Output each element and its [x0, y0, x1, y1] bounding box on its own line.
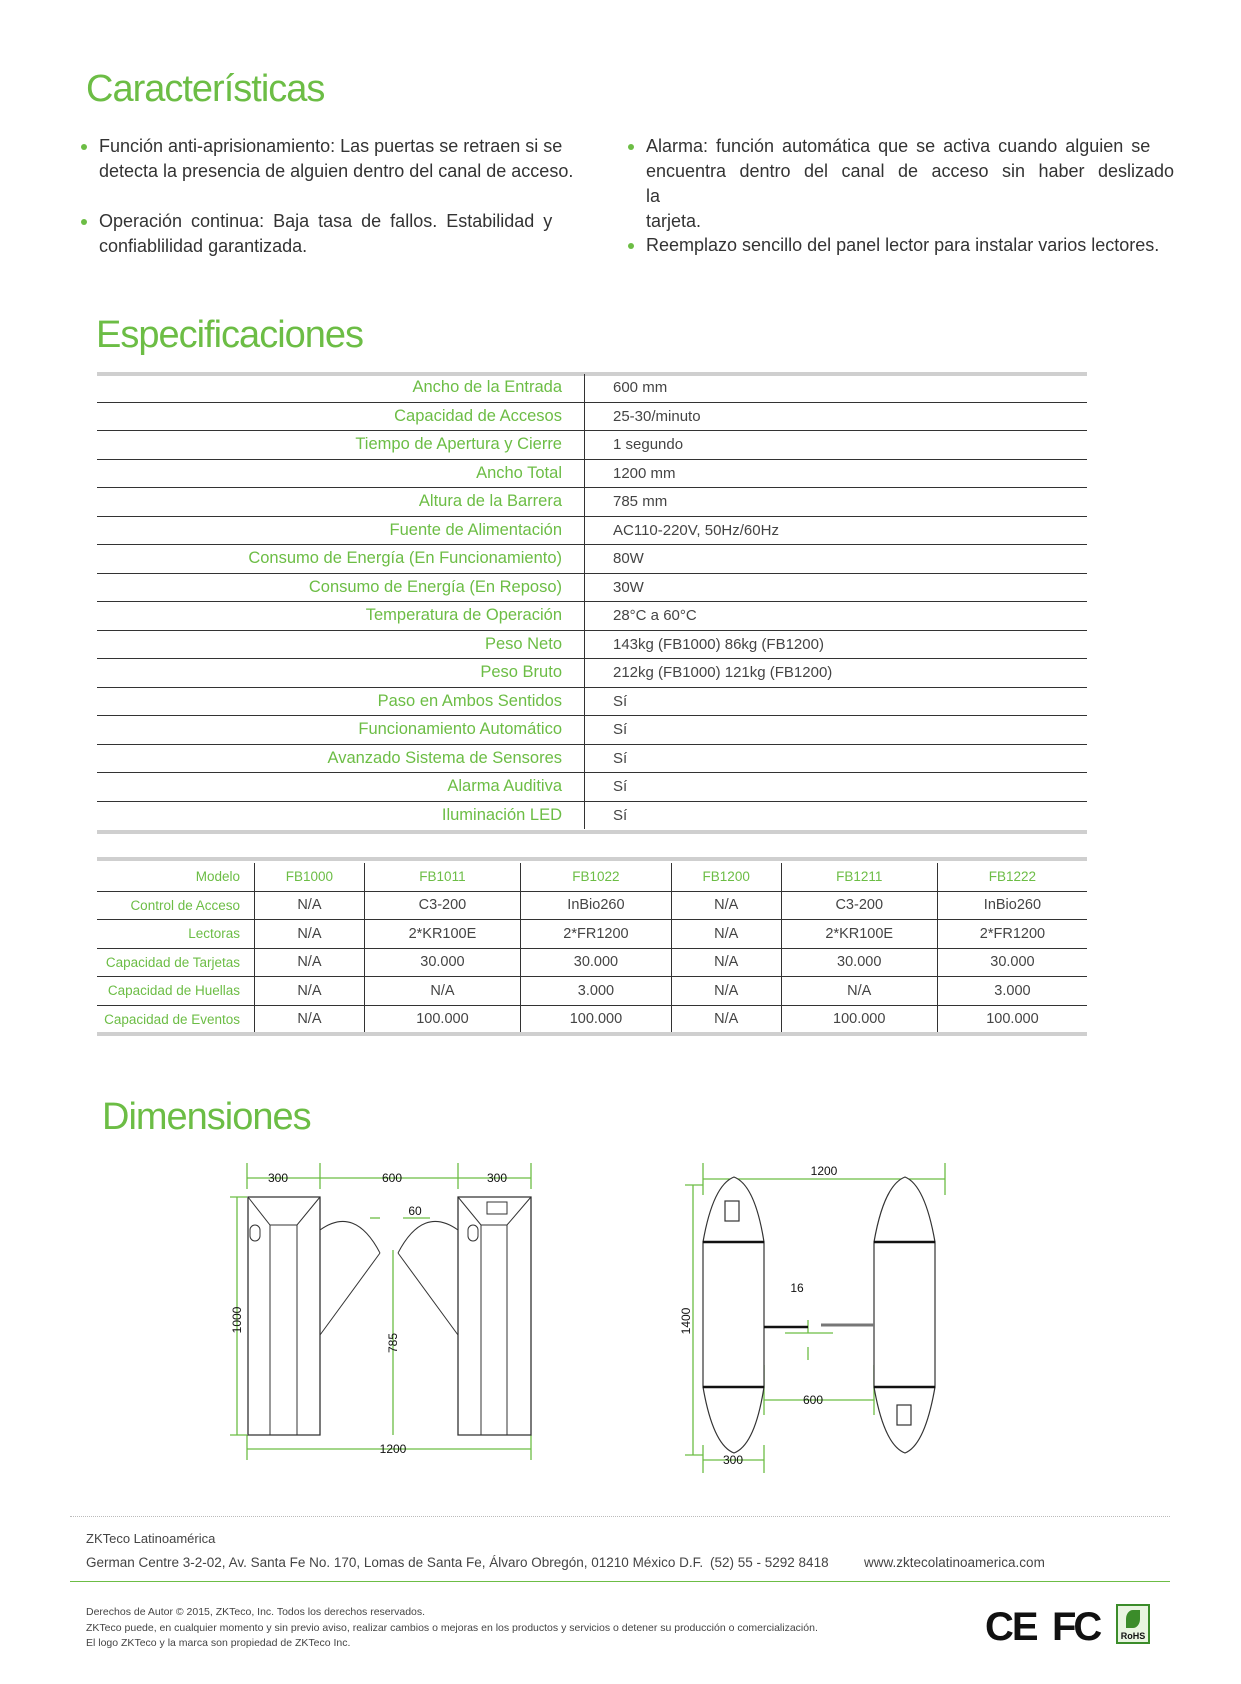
spec-value: 28°C a 60°C: [585, 602, 1088, 631]
model-row: [97, 948, 1087, 977]
model-cell: N/A: [781, 977, 937, 1006]
footer-address: German Centre 3-2-02, Av. Santa Fe No. 170, Lomas de Santa Fe, Álvaro Obregón, 01210 México D.F.: [86, 1555, 704, 1570]
model-cell: 2*KR100E: [364, 920, 520, 949]
model-row: [97, 920, 1087, 949]
spec-value: Sí: [613, 806, 628, 824]
spec-table: [97, 374, 1087, 829]
spec-row: [97, 488, 1087, 517]
spec-value: 1 segundo: [585, 431, 1088, 460]
model-cell: 100.000: [986, 1011, 1039, 1028]
spec-value: 785 mm: [585, 488, 1088, 517]
dim-label: 16: [790, 1281, 804, 1295]
model-table: [97, 863, 1087, 1033]
model-row-label: Modelo: [97, 863, 255, 891]
feature-text: Alarma: función automática que se activa cuando alguien se: [646, 136, 1151, 156]
model-cell: InBio260: [521, 891, 672, 920]
section-title-especificaciones: Especificaciones: [96, 314, 364, 356]
model-cell: N/A: [671, 1005, 781, 1033]
spec-label: Ancho de la Entrada: [97, 374, 585, 402]
bullet-icon: [628, 144, 634, 150]
model-header-row: [97, 863, 1087, 891]
model-cell: 30.000: [781, 948, 937, 977]
model-cell: N/A: [255, 891, 365, 920]
spec-row: [97, 545, 1087, 574]
footer-divider: [70, 1516, 1170, 1517]
spec-label: Fuente de Alimentación: [97, 516, 585, 545]
spec-label: Temperatura de Operación: [97, 602, 585, 631]
spec-label: Capacidad de Accesos: [97, 402, 585, 431]
spec-row: [97, 459, 1087, 488]
bullet-icon: [628, 243, 634, 249]
model-cell: 30.000: [521, 948, 672, 977]
spec-value: 1200 mm: [585, 459, 1088, 488]
model-cell: 3.000: [521, 977, 672, 1006]
section-title-dimensiones: Dimensiones: [102, 1096, 311, 1138]
footer-website-link[interactable]: www.zktecolatinoamerica.com: [864, 1555, 1045, 1570]
spec-value: Sí: [585, 716, 1088, 745]
model-cell: 2*FR1200: [521, 920, 672, 949]
feature-text: confiablilidad garantizada.: [99, 236, 308, 256]
feature-item: [99, 209, 587, 259]
spec-row: [97, 602, 1087, 631]
spec-label: Iluminación LED: [97, 801, 585, 829]
dim-label: 1000: [230, 1306, 244, 1334]
spec-row: [97, 516, 1087, 545]
spec-value: 25-30/minuto: [585, 402, 1088, 431]
spec-row: [97, 374, 1087, 402]
footer-rule: [70, 1581, 1170, 1582]
spec-label: Funcionamiento Automático: [97, 716, 585, 745]
footer-company: ZKTeco Latinoamérica: [86, 1531, 216, 1546]
top-view-drawing: [673, 1155, 963, 1475]
fcc-mark-icon: FC: [1052, 1605, 1100, 1649]
spec-row: [97, 687, 1087, 716]
dim-label: 785: [386, 1332, 400, 1354]
spec-value: Sí: [585, 773, 1088, 802]
spec-row: [97, 402, 1087, 431]
spec-row: [97, 716, 1087, 745]
dim-label: 300: [267, 1171, 289, 1185]
model-cell: 30.000: [364, 948, 520, 977]
model-cell: FB1211: [781, 863, 937, 891]
spec-label: Altura de la Barrera: [97, 488, 585, 517]
feature-text: encuentra dentro del canal de acceso sin haber deslizado la: [646, 161, 1174, 206]
spec-row: [97, 630, 1087, 659]
model-cell: 100.000: [364, 1005, 520, 1033]
rohs-label: RoHS: [1120, 1631, 1146, 1641]
model-row-label: Capacidad de Eventos: [97, 1005, 255, 1033]
front-view-drawing: [225, 1155, 555, 1465]
model-cell: 2*FR1200: [937, 920, 1087, 949]
model-row: [97, 891, 1087, 920]
spec-row: [97, 573, 1087, 602]
table-bottom-rule: [97, 830, 1087, 834]
model-cell: FB1000: [255, 863, 365, 891]
feature-text: detecta la presencia de alguien dentro del canal de acceso.: [99, 161, 574, 181]
spec-row: [97, 744, 1087, 773]
spec-row: [97, 431, 1087, 460]
spec-value: 600 mm: [585, 374, 1088, 402]
feature-item: [646, 134, 1174, 234]
spec-label: Consumo de Energía (En Reposo): [97, 573, 585, 602]
model-cell: FB1011: [364, 863, 520, 891]
dim-label: 1200: [379, 1442, 407, 1456]
dim-label: 1400: [679, 1307, 693, 1335]
model-cell: N/A: [255, 948, 365, 977]
feature-text: tarjeta.: [646, 211, 702, 231]
model-cell: InBio260: [937, 891, 1087, 920]
model-row-label: Capacidad de Tarjetas: [97, 948, 255, 977]
spec-row: [97, 659, 1087, 688]
model-cell: FB1022: [521, 863, 672, 891]
rohs-mark-icon: [1116, 1604, 1150, 1644]
model-cell: 100.000: [521, 1005, 672, 1033]
dim-label: 1200: [810, 1164, 838, 1178]
model-cell: N/A: [671, 977, 781, 1006]
feature-text: Reemplazo sencillo del panel lector para instalar varios lectores.: [646, 235, 1160, 255]
model-cell: FB1222: [937, 863, 1087, 891]
footer-phone: (52) 55 - 5292 8418: [710, 1555, 829, 1570]
model-cell: N/A: [671, 920, 781, 949]
spec-value: Sí: [585, 744, 1088, 773]
spec-row: [97, 801, 1087, 829]
feature-text: Operación continua: Baja tasa de fallos. Estabilidad y: [99, 211, 553, 231]
spec-label: Peso Neto: [97, 630, 585, 659]
dim-label: 60: [408, 1204, 422, 1218]
spec-label: Ancho Total: [97, 459, 585, 488]
spec-label: Tiempo de Apertura y Cierre: [97, 431, 585, 460]
spec-value: Sí: [585, 687, 1088, 716]
dim-label: 300: [486, 1171, 508, 1185]
dim-label: 600: [802, 1393, 824, 1407]
section-title-caracteristicas: Características: [86, 68, 325, 110]
spec-label: Paso en Ambos Sentidos: [97, 687, 585, 716]
spec-label: Consumo de Energía (En Funcionamiento): [97, 545, 585, 574]
model-cell: 100.000: [781, 1005, 937, 1033]
model-table-top-rule: [97, 857, 1087, 861]
spec-value: AC110-220V, 50Hz/60Hz: [585, 516, 1088, 545]
spec-row: [97, 773, 1087, 802]
model-row: [97, 1005, 1087, 1033]
ce-mark-icon: CE: [985, 1605, 1037, 1649]
model-cell: 30.000: [937, 948, 1087, 977]
model-cell: C3-200: [781, 891, 937, 920]
model-cell: N/A: [255, 920, 365, 949]
spec-value: 80W: [585, 545, 1088, 574]
model-row-label: Lectoras: [97, 920, 255, 949]
model-cell: 2*KR100E: [781, 920, 937, 949]
spec-value: 143kg (FB1000) 86kg (FB1200): [585, 630, 1088, 659]
spec-label: Alarma Auditiva: [97, 773, 585, 802]
model-cell: 3.000: [937, 977, 1087, 1006]
feature-text: Función anti-aprisionamiento: Las puertas se retraen si se: [99, 136, 563, 156]
model-cell: N/A: [671, 891, 781, 920]
feature-item: [99, 134, 587, 184]
legal-text: Derechos de Autor © 2015, ZKTeco, Inc. Todos los derechos reservados.: [86, 1606, 426, 1618]
spec-value: 30W: [585, 573, 1088, 602]
legal-text: El logo ZKTeco y la marca son propiedad de ZKTeco Inc.: [86, 1637, 351, 1649]
model-cell: FB1200: [671, 863, 781, 891]
model-cell: N/A: [671, 948, 781, 977]
model-row: [97, 977, 1087, 1006]
model-cell: N/A: [255, 1005, 365, 1033]
model-cell: C3-200: [364, 891, 520, 920]
model-table-bottom-rule: [97, 1032, 1087, 1036]
feature-item: [646, 233, 1186, 258]
dim-label: 300: [722, 1453, 744, 1467]
spec-label: Avanzado Sistema de Sensores: [97, 744, 585, 773]
bullet-icon: [81, 219, 87, 225]
legal-text: ZKTeco puede, en cualquier momento y sin previo aviso, realizar cambios o mejoras en los productos y servicios o detener su producción o comercialización.: [86, 1622, 818, 1634]
spec-value: 212kg (FB1000) 121kg (FB1200): [585, 659, 1088, 688]
spec-label: Peso Bruto: [97, 659, 585, 688]
model-row-label: Control de Acceso: [97, 891, 255, 920]
model-cell: N/A: [364, 977, 520, 1006]
model-cell: N/A: [255, 977, 365, 1006]
dim-label: 600: [381, 1171, 403, 1185]
model-row-label: Capacidad de Huellas: [97, 977, 255, 1006]
bullet-icon: [81, 144, 87, 150]
